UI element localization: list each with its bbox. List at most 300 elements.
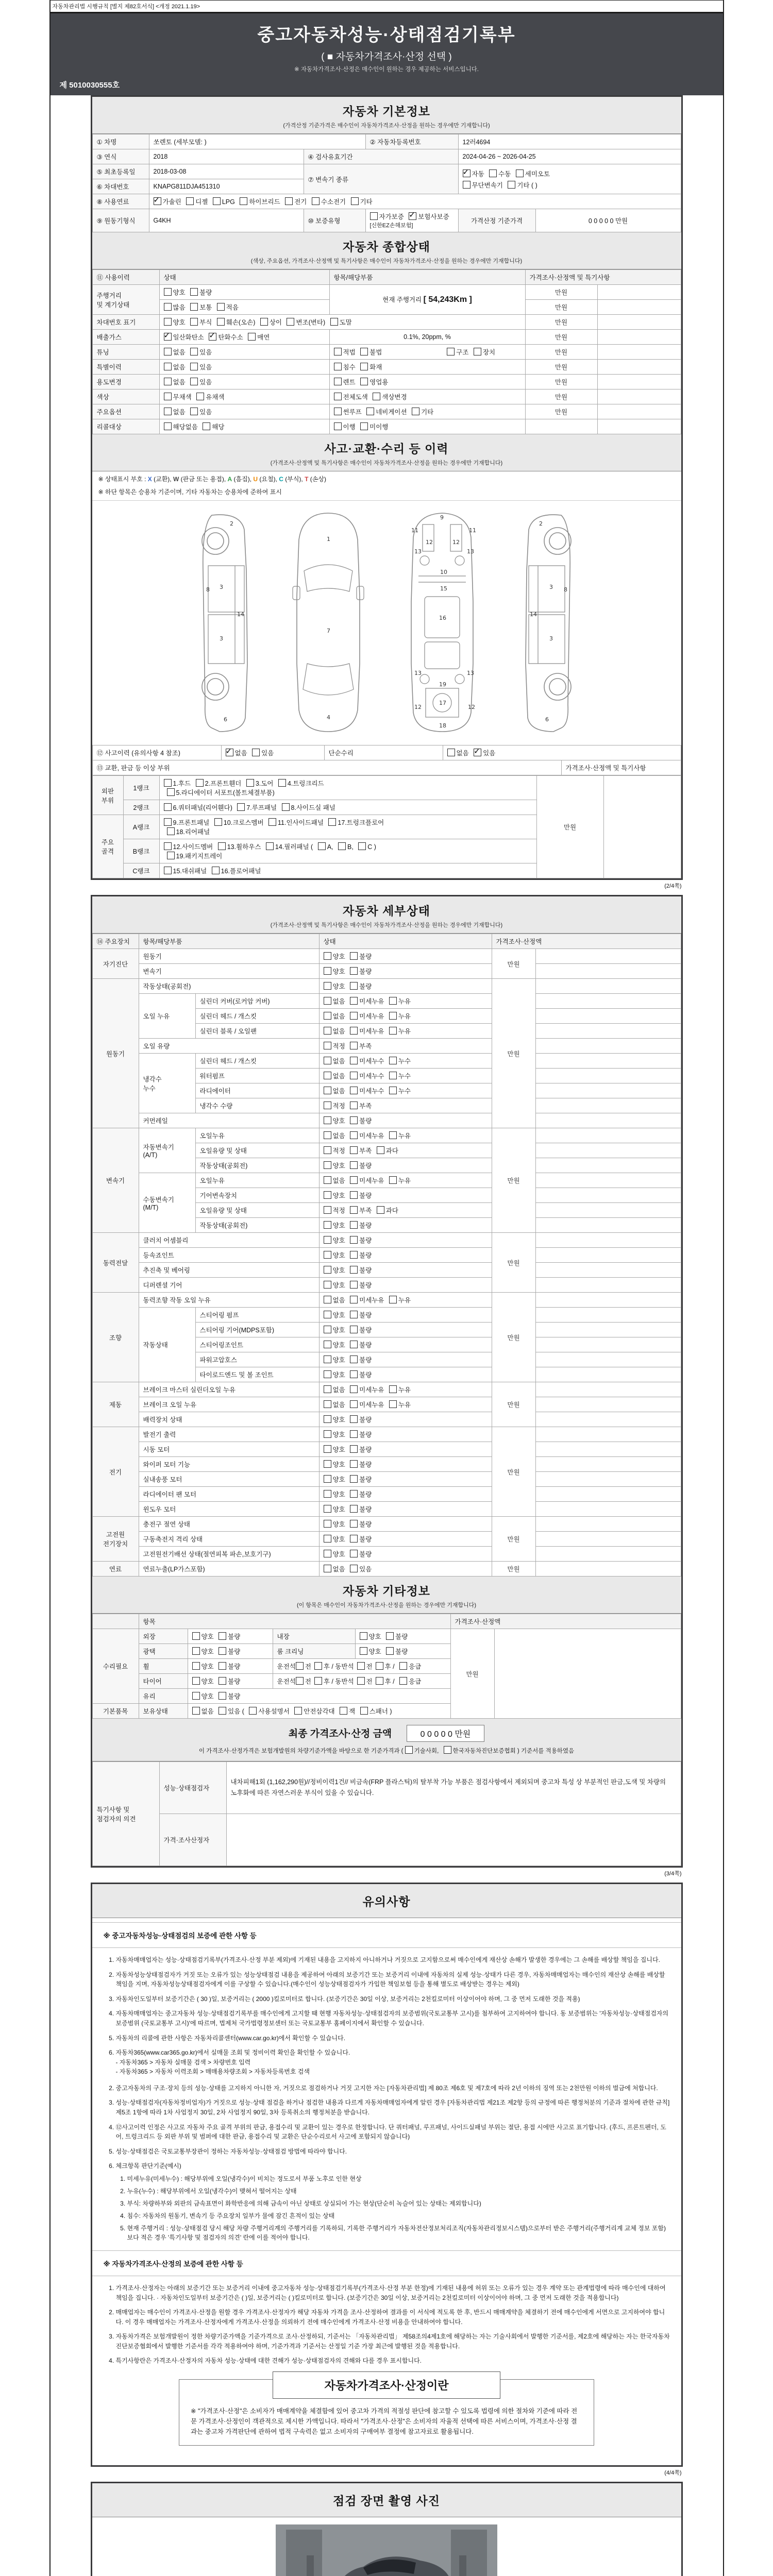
etc-title: 자동차 기타정보 bbox=[343, 1584, 430, 1598]
part-label: 와이퍼 모터 기능 bbox=[139, 1457, 319, 1472]
checkbox[interactable] bbox=[324, 1027, 331, 1035]
checkbox[interactable] bbox=[324, 1101, 331, 1109]
checkbox[interactable] bbox=[389, 1176, 397, 1184]
checkbox[interactable] bbox=[164, 393, 172, 400]
sub-group-label: 수동변속기 (M/T) bbox=[139, 1173, 195, 1233]
part-label: 발전기 출력 bbox=[139, 1427, 319, 1442]
checkbox[interactable] bbox=[334, 378, 342, 385]
checkbox[interactable] bbox=[190, 288, 198, 296]
checkbox-checked[interactable] bbox=[409, 212, 416, 220]
part-label: 브레이크 오일 누유 bbox=[139, 1397, 319, 1412]
checkbox[interactable] bbox=[399, 1662, 407, 1670]
checkbox[interactable] bbox=[334, 393, 342, 400]
remark-cell bbox=[535, 1382, 681, 1397]
accident-title: 사고·교환·수리 등 이력 bbox=[324, 442, 449, 455]
row-label: 외장 bbox=[139, 1629, 188, 1644]
checkbox[interactable] bbox=[324, 1057, 331, 1064]
checkbox[interactable] bbox=[350, 1370, 358, 1378]
checkbox[interactable] bbox=[324, 1355, 331, 1363]
checkbox[interactable] bbox=[324, 1116, 331, 1124]
checkbox[interactable] bbox=[186, 197, 194, 205]
checkbox[interactable] bbox=[389, 1385, 397, 1393]
checkbox[interactable] bbox=[350, 1400, 358, 1408]
checkbox[interactable] bbox=[357, 1677, 365, 1685]
checkbox[interactable] bbox=[377, 1206, 384, 1214]
checkbox[interactable] bbox=[389, 1296, 397, 1303]
checkbox[interactable] bbox=[167, 827, 175, 835]
row-label: 튜닝 bbox=[92, 345, 159, 360]
checkbox-checked[interactable] bbox=[164, 333, 172, 341]
checkbox[interactable] bbox=[360, 378, 368, 385]
remark-cell bbox=[535, 1054, 681, 1069]
checkbox[interactable] bbox=[164, 779, 172, 787]
checkbox[interactable] bbox=[389, 1087, 397, 1094]
checkbox[interactable] bbox=[240, 197, 247, 205]
part-label: 원동기 bbox=[139, 949, 319, 964]
checkbox[interactable] bbox=[350, 1505, 358, 1513]
detail-title: 자동차 세부상태 bbox=[343, 904, 430, 918]
checkbox[interactable] bbox=[399, 1677, 407, 1685]
checkbox[interactable] bbox=[324, 1385, 331, 1393]
checkbox[interactable] bbox=[405, 1746, 413, 1754]
checkbox[interactable] bbox=[324, 1206, 331, 1214]
checkbox[interactable] bbox=[350, 1535, 358, 1543]
checkbox[interactable] bbox=[164, 818, 172, 826]
appraiser-label: 가격·조사산정자 bbox=[159, 1814, 226, 1866]
price-cell: 만원 bbox=[492, 979, 535, 1128]
checkbox[interactable] bbox=[324, 1161, 331, 1169]
checkbox[interactable] bbox=[350, 1460, 358, 1468]
checkbox[interactable] bbox=[164, 803, 172, 811]
checkbox[interactable] bbox=[164, 408, 172, 415]
law-reference: 자동차관리법 시행규칙 [별지 제82호서식] <개정 2021.1.19> bbox=[52, 4, 200, 10]
col-blank bbox=[92, 1614, 139, 1629]
checkbox[interactable] bbox=[338, 842, 346, 850]
detail-state-table bbox=[92, 934, 681, 1577]
checkbox[interactable] bbox=[219, 1632, 226, 1640]
checkbox[interactable] bbox=[324, 1236, 331, 1244]
checkbox[interactable] bbox=[190, 408, 198, 415]
checkbox[interactable] bbox=[192, 1692, 200, 1700]
checkbox[interactable] bbox=[334, 363, 342, 370]
row-label: 내장 bbox=[273, 1629, 355, 1644]
item-cell: 전체도색 색상변경 bbox=[329, 389, 525, 404]
checkbox[interactable] bbox=[324, 1520, 331, 1528]
remark-cell bbox=[535, 1308, 681, 1323]
checkbox[interactable] bbox=[237, 803, 245, 811]
checkbox[interactable] bbox=[366, 408, 374, 415]
checkbox[interactable] bbox=[350, 1311, 358, 1318]
checkbox[interactable] bbox=[516, 170, 524, 177]
emission-values: 0.1%, 20ppm, % bbox=[329, 330, 525, 345]
legend-prefix: ※ 상태표시 부호 : bbox=[98, 476, 148, 483]
checkbox[interactable] bbox=[164, 318, 172, 326]
checkbox[interactable] bbox=[287, 318, 294, 326]
status-code: C bbox=[279, 476, 283, 483]
status-code: T bbox=[305, 476, 309, 483]
checkbox[interactable] bbox=[249, 1707, 257, 1715]
checkbox[interactable] bbox=[324, 1221, 331, 1229]
checkbox[interactable] bbox=[164, 288, 172, 296]
checkbox[interactable] bbox=[324, 1535, 331, 1543]
checkbox[interactable] bbox=[447, 749, 455, 756]
checkbox[interactable] bbox=[350, 1206, 358, 1214]
checkbox[interactable] bbox=[376, 1677, 383, 1685]
final-price-label: 최종 가격조사·산정 금액 bbox=[288, 1728, 392, 1739]
checkbox[interactable] bbox=[217, 303, 225, 311]
checkbox[interactable] bbox=[350, 1415, 358, 1423]
status-code: W bbox=[173, 476, 179, 483]
checkbox[interactable] bbox=[324, 1087, 331, 1094]
checkbox[interactable] bbox=[314, 1662, 322, 1670]
checkbox-checked[interactable] bbox=[209, 333, 216, 341]
checkbox-checked[interactable] bbox=[226, 749, 233, 756]
checkbox[interactable] bbox=[350, 1430, 358, 1438]
price-definition-body: ※ "가격조사·산정"은 소비자가 매매계약을 체결함에 있어 중고차 가격의 적절성 판단에 참고할 수 있도록 법령에 의한 절차와 기준에 따라 전문 가격조사·산정인이 객관적으로 제시한 가액입니다. 따라서 "가격조사·산정"은 소비자의 자율적 선택에 따른 서비스이며, 가격조사·산정 결과는 중고차 가격판단에 관하여 법적 구속력은 없고 소비자의 구매여부 결정에 참고자료로 활용됩니다. bbox=[191, 2408, 578, 2436]
checkbox[interactable] bbox=[350, 1027, 358, 1035]
state-cell: 없음 있음 bbox=[159, 345, 329, 360]
checkbox[interactable] bbox=[324, 1460, 331, 1468]
checkbox[interactable] bbox=[389, 1072, 397, 1079]
checkbox[interactable] bbox=[334, 348, 342, 355]
state-cell: 무채색 유채색 bbox=[159, 389, 329, 404]
part-label: 연료누출(LP가스포함) bbox=[139, 1562, 319, 1577]
checkbox[interactable] bbox=[373, 393, 380, 400]
checkbox[interactable] bbox=[330, 318, 338, 326]
checkbox[interactable] bbox=[324, 1012, 331, 1020]
car-underbody-diagram bbox=[396, 509, 489, 736]
part-label: 실린더 커버(로커암 커버) bbox=[195, 994, 319, 1009]
checkbox[interactable] bbox=[350, 1355, 358, 1363]
repair-group-label: 수리필요 bbox=[92, 1629, 139, 1704]
checkbox[interactable] bbox=[350, 1191, 358, 1199]
checkbox[interactable] bbox=[389, 1027, 397, 1035]
item-cell: 이행 미이행 bbox=[329, 419, 525, 434]
state-cell: 양호 불량 bbox=[319, 1278, 492, 1293]
checkbox[interactable] bbox=[324, 982, 331, 990]
remark-cell bbox=[535, 1412, 681, 1427]
checkbox[interactable] bbox=[350, 1296, 358, 1303]
remark-cell bbox=[535, 1352, 681, 1367]
field-label: ② 자동차등록번호 bbox=[365, 134, 458, 149]
checkbox[interactable] bbox=[192, 1632, 200, 1640]
checkbox[interactable] bbox=[260, 318, 268, 326]
checkbox[interactable] bbox=[350, 1475, 358, 1483]
checkbox[interactable] bbox=[350, 1565, 358, 1572]
checkbox[interactable] bbox=[350, 1146, 358, 1154]
title-bar bbox=[51, 13, 723, 95]
checkbox[interactable] bbox=[219, 1647, 226, 1655]
checkbox[interactable] bbox=[190, 303, 198, 311]
checkbox[interactable] bbox=[350, 1116, 358, 1124]
checkbox[interactable] bbox=[164, 348, 172, 355]
checkbox[interactable] bbox=[164, 363, 172, 370]
col-price: 가격조사·산정액 bbox=[492, 934, 681, 949]
checkbox[interactable] bbox=[318, 842, 326, 850]
part-label: 추진축 및 베어링 bbox=[139, 1263, 319, 1278]
checkbox[interactable] bbox=[389, 1057, 397, 1064]
checkbox[interactable] bbox=[296, 1677, 304, 1685]
checkbox[interactable] bbox=[389, 997, 397, 1005]
checkbox[interactable] bbox=[324, 1042, 331, 1049]
checkbox[interactable] bbox=[312, 197, 320, 205]
notice-list-3 bbox=[103, 2283, 671, 2366]
checkbox[interactable] bbox=[360, 422, 368, 430]
remark-cell bbox=[535, 1293, 681, 1308]
checkbox[interactable] bbox=[334, 408, 342, 415]
overall-subtitle: (색상, 주요옵션, 가격조사·산정액 및 특기사항은 매수인이 자동차가격조사·산정을 원하는 경우에만 기재합니다) bbox=[250, 258, 523, 264]
svg-text:4: 4 bbox=[327, 714, 330, 721]
checkbox[interactable] bbox=[350, 1236, 358, 1244]
checkbox[interactable] bbox=[203, 422, 210, 430]
checkbox-checked[interactable] bbox=[154, 197, 161, 205]
status-code: X bbox=[147, 476, 152, 483]
checkbox[interactable] bbox=[358, 842, 366, 850]
checkbox[interactable] bbox=[489, 170, 497, 177]
svg-text:19: 19 bbox=[439, 681, 446, 688]
checkbox[interactable] bbox=[389, 1131, 397, 1139]
checkbox[interactable] bbox=[447, 348, 455, 355]
rank-label: C랭크 bbox=[123, 863, 159, 878]
checkbox[interactable] bbox=[350, 1445, 358, 1453]
checkbox[interactable] bbox=[196, 393, 204, 400]
checkbox[interactable] bbox=[324, 1131, 331, 1139]
checkbox[interactable] bbox=[350, 1161, 358, 1169]
checkbox[interactable] bbox=[324, 1296, 331, 1303]
svg-text:11: 11 bbox=[411, 527, 418, 534]
checkbox[interactable] bbox=[350, 1042, 358, 1049]
checkbox[interactable] bbox=[192, 1707, 200, 1715]
checkbox[interactable] bbox=[350, 982, 358, 990]
checkbox[interactable] bbox=[294, 1707, 302, 1715]
checkbox[interactable] bbox=[324, 1490, 331, 1498]
state-cell: 없음 있음 bbox=[159, 375, 329, 389]
checkbox[interactable] bbox=[324, 1475, 331, 1483]
device-group-label: 제동 bbox=[92, 1382, 139, 1427]
col-state: 상태 bbox=[319, 934, 492, 949]
checkbox[interactable] bbox=[357, 1662, 365, 1670]
checkbox-checked[interactable] bbox=[474, 749, 481, 756]
checkbox[interactable] bbox=[360, 1632, 367, 1640]
checkbox[interactable] bbox=[386, 1632, 394, 1640]
page-box-2 bbox=[91, 895, 683, 1868]
checkbox[interactable] bbox=[350, 1251, 358, 1259]
checkbox[interactable] bbox=[386, 1647, 394, 1655]
checkbox[interactable] bbox=[324, 1176, 331, 1184]
checkbox[interactable] bbox=[324, 997, 331, 1005]
checkbox[interactable] bbox=[324, 1266, 331, 1274]
accident-history-checkboxes: ✓ 없음 있음 bbox=[221, 745, 324, 760]
checkbox[interactable] bbox=[328, 818, 336, 826]
checkbox[interactable] bbox=[463, 181, 470, 189]
checkbox[interactable] bbox=[444, 1746, 451, 1754]
checkbox[interactable] bbox=[190, 378, 198, 385]
svg-text:13: 13 bbox=[414, 548, 422, 555]
checkbox[interactable] bbox=[351, 197, 359, 205]
checkbox[interactable] bbox=[350, 1550, 358, 1557]
checkbox[interactable] bbox=[219, 1677, 226, 1685]
checkbox[interactable] bbox=[278, 779, 286, 787]
legend-note: ※ 하단 항목은 승용차 기준이며, 기타 자동차는 승용차에 준하여 표시 bbox=[98, 488, 282, 496]
checkbox[interactable] bbox=[167, 788, 175, 796]
checkbox[interactable] bbox=[324, 1251, 331, 1259]
checkbox[interactable] bbox=[360, 348, 368, 355]
checkbox[interactable] bbox=[350, 1087, 358, 1094]
checkbox[interactable] bbox=[248, 333, 256, 341]
checkbox[interactable] bbox=[389, 1400, 397, 1408]
state-cell: 양호 불량 bbox=[319, 949, 492, 964]
checkbox[interactable] bbox=[324, 1550, 331, 1557]
checkbox[interactable] bbox=[377, 1146, 384, 1154]
checkbox[interactable] bbox=[340, 1707, 347, 1715]
checkbox[interactable] bbox=[350, 1176, 358, 1184]
checkbox[interactable] bbox=[213, 197, 221, 205]
checkbox[interactable] bbox=[350, 1131, 358, 1139]
checkbox[interactable] bbox=[192, 1647, 200, 1655]
checkbox[interactable] bbox=[412, 408, 419, 415]
remark-cell bbox=[535, 979, 681, 994]
checkbox[interactable] bbox=[190, 318, 198, 326]
document-page bbox=[49, 0, 724, 2576]
checkbox[interactable] bbox=[314, 1677, 322, 1685]
checkbox[interactable] bbox=[192, 1677, 200, 1685]
checkbox[interactable] bbox=[350, 1101, 358, 1109]
checkbox-checked[interactable] bbox=[463, 170, 470, 177]
checkbox[interactable] bbox=[164, 422, 172, 430]
checkbox[interactable] bbox=[246, 779, 254, 787]
checkbox[interactable] bbox=[350, 1057, 358, 1064]
notice-item: 2. 중고자동차의 구조·장치 등의 성능·상태를 고지하지 아니한 자, 거짓으로 점검하거나 거짓 고지한 자는 [자동차관리법] 제 80조 제6호 및 제7호에 따라 2년 이하의 징역 또는 2천만원 이하의 벌금에 처합니다. bbox=[116, 2083, 671, 2093]
checkbox[interactable] bbox=[474, 348, 481, 355]
checkbox[interactable] bbox=[350, 1490, 358, 1498]
checkbox[interactable] bbox=[350, 1266, 358, 1274]
checkbox[interactable] bbox=[212, 867, 220, 874]
checkbox[interactable] bbox=[190, 348, 198, 355]
checkbox[interactable] bbox=[324, 967, 331, 975]
checkbox[interactable] bbox=[324, 1326, 331, 1333]
checkbox[interactable] bbox=[196, 779, 204, 787]
checkbox[interactable] bbox=[350, 1281, 358, 1289]
row-label: 보유상태 bbox=[139, 1704, 188, 1719]
checkbox[interactable] bbox=[190, 363, 198, 370]
state-cell: 양호 불량 bbox=[319, 964, 492, 979]
checkbox[interactable] bbox=[508, 181, 515, 189]
checkbox[interactable] bbox=[350, 1326, 358, 1333]
checkbox[interactable] bbox=[350, 1012, 358, 1020]
accident-history-table bbox=[92, 745, 681, 775]
part-label: 구동축전지 격리 상태 bbox=[139, 1532, 319, 1547]
svg-text:11: 11 bbox=[469, 527, 476, 534]
checkbox[interactable] bbox=[350, 952, 358, 960]
field-label: ① 차명 bbox=[92, 134, 149, 149]
part-label: 파워고압호스 bbox=[195, 1352, 319, 1367]
svg-text:2: 2 bbox=[539, 520, 543, 527]
checkbox[interactable] bbox=[219, 1707, 226, 1715]
checkbox[interactable] bbox=[164, 842, 172, 850]
part-label: 스티어링 펌프 bbox=[195, 1308, 319, 1323]
checkbox[interactable] bbox=[268, 818, 276, 826]
row-label: 광택 bbox=[139, 1644, 188, 1659]
price-cell: 만원 bbox=[536, 776, 603, 878]
checkbox[interactable] bbox=[350, 1520, 358, 1528]
checkbox[interactable] bbox=[192, 1662, 200, 1670]
checkbox[interactable] bbox=[266, 842, 274, 850]
checkbox[interactable] bbox=[324, 1191, 331, 1199]
checkbox[interactable] bbox=[350, 1221, 358, 1229]
checkbox[interactable] bbox=[324, 1415, 331, 1423]
part-label: 냉각수 수량 bbox=[195, 1098, 319, 1113]
checkbox[interactable] bbox=[350, 997, 358, 1005]
checkbox[interactable] bbox=[360, 363, 368, 370]
checkbox[interactable] bbox=[282, 803, 290, 811]
checkbox[interactable] bbox=[389, 1012, 397, 1020]
checkbox[interactable] bbox=[167, 852, 175, 859]
checkbox[interactable] bbox=[296, 1662, 304, 1670]
checkbox[interactable] bbox=[285, 197, 293, 205]
checkbox[interactable] bbox=[252, 749, 260, 756]
checkbox[interactable] bbox=[360, 1707, 368, 1715]
checkbox[interactable] bbox=[324, 1281, 331, 1289]
checkbox[interactable] bbox=[217, 318, 225, 326]
checkbox[interactable] bbox=[350, 967, 358, 975]
checkbox[interactable] bbox=[324, 952, 331, 960]
checkbox[interactable] bbox=[219, 1662, 226, 1670]
checkbox[interactable] bbox=[164, 378, 172, 385]
checkbox[interactable] bbox=[219, 1692, 226, 1700]
rank-items: 15.대쉬패널 16.플로어패널 bbox=[159, 863, 536, 878]
device-group-label: 동력전달 bbox=[92, 1233, 139, 1293]
row-label: 휠 bbox=[139, 1659, 188, 1674]
svg-text:16: 16 bbox=[439, 615, 446, 621]
checkbox[interactable] bbox=[164, 867, 172, 874]
checkbox[interactable] bbox=[324, 1505, 331, 1513]
checkbox[interactable] bbox=[350, 1385, 358, 1393]
checkbox[interactable] bbox=[214, 818, 222, 826]
checkbox[interactable] bbox=[370, 212, 378, 220]
state-cell: 양호 불량 bbox=[319, 1308, 492, 1323]
notice-item: 1. 가격조사·산정자는 아래의 보증기간 또는 보증거리 이내에 중고자동차 성능·상태점검기록부(가격조사·산정 부분 한정)에 기재된 내용에 허위 또는 오류가 있는 경우 계약 또는 관계법령에 따라 매수인에 대하여 책임을 집니다. · 자동차인도일부터 보증기간은 ( )일, 보증거리는 ( )킬로미터로 합니다. (보증기간은 30일 이상, 보증거리는 2천킬로미터 이상이어야 하며, 그 중 먼저 도래한 것을 적용합니다) bbox=[116, 2283, 671, 2302]
checkbox[interactable] bbox=[324, 1400, 331, 1408]
checkbox[interactable] bbox=[218, 842, 226, 850]
checkbox[interactable] bbox=[324, 1370, 331, 1378]
checkbox[interactable] bbox=[324, 1430, 331, 1438]
overall-table: ⑪ 사용이력 상태 항목/해당부품 가격조사·산정액 및 특기사항 주행거리 및 계기상태 양호 불량 현재 주행거리 [ 54,243Km ] 만원 많음 보통 적음 만원 차대번호 표기 양호 부식 훼손(오손) 상이 변조(변타) 도말 만원 배출가스 ✓ 일산화탄소 ✓탄화수소 매연 0.1%, 20ppm, % 만원 튜닝 없음 있음 적법 불법 구조 장치 만원 특별이력 없음 있음 침수 화재 만원 용도변경 없음 있음 렌트 영업용 만원 색상 무채색 유채색 전체도색 색상변경 만원 주요옵션 없음 있음 썬루프 네비게이션 기타 만원 리콜대상 해당없음 해당 이행 미이행 bbox=[92, 269, 681, 434]
car-top-view-diagram bbox=[284, 509, 372, 736]
checkbox[interactable] bbox=[324, 1072, 331, 1079]
price-cell: 만원 bbox=[492, 1128, 535, 1233]
etc-subtitle: (이 항목은 매수인이 자동차가격조사·산정을 원하는 경우에만 기재합니다) bbox=[296, 1602, 477, 1608]
checkbox[interactable] bbox=[324, 1341, 331, 1348]
car-left-side-diagram bbox=[183, 509, 261, 736]
detail-subtitle: (가격조사·산정액 및 특기사항은 매수인이 자동차가격조사·산정을 원하는 경우에만 기재합니다) bbox=[270, 922, 503, 928]
detail-band bbox=[92, 896, 681, 934]
checkbox[interactable] bbox=[350, 1341, 358, 1348]
remark-cell bbox=[597, 285, 681, 300]
notice-item: 1. 미세누유(미세누수) : 해당부위에 오일(냉각수)이 비치는 정도로서 부품 노후로 인한 현상 bbox=[127, 2174, 671, 2183]
row-label: 룸 크리닝 bbox=[273, 1644, 355, 1659]
checkbox[interactable] bbox=[324, 1445, 331, 1453]
checkbox[interactable] bbox=[334, 422, 342, 430]
svg-text:13: 13 bbox=[467, 670, 474, 676]
checkbox[interactable] bbox=[350, 1072, 358, 1079]
checkbox[interactable] bbox=[360, 1647, 367, 1655]
checkbox[interactable] bbox=[324, 1146, 331, 1154]
checkbox[interactable] bbox=[324, 1565, 331, 1572]
checkbox[interactable] bbox=[164, 303, 172, 311]
rank-items: 9.프론트패널 10.크로스멤버 11.인사이드패널 17.트렁크플로어 18.리어패널 bbox=[159, 815, 536, 839]
checkbox[interactable] bbox=[376, 1662, 383, 1670]
checkbox[interactable] bbox=[324, 1311, 331, 1318]
